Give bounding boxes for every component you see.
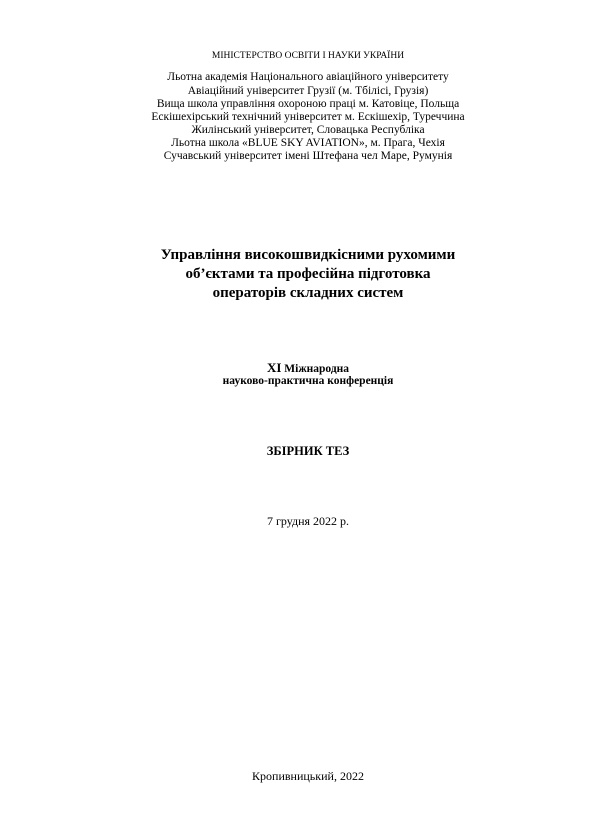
organization-line: Льотна школа «BLUE SKY AVIATION», м. Прага, Чехія bbox=[171, 137, 445, 149]
organization-line: Авіаційний університет Грузії (м. Тбілісі, Грузія) bbox=[187, 85, 429, 97]
document-title-line: Управління високошвидкісними рухомими bbox=[160, 247, 456, 263]
organization-line: Вища школа управління охороною праці м. Катовіце, Польща bbox=[156, 98, 460, 110]
conference-edition bbox=[0, 361, 592, 376]
collection-heading: ЗБІРНИК ТЕЗ bbox=[266, 444, 350, 458]
document-title-line: операторів складних систем bbox=[212, 285, 404, 301]
organization-line: Ескішехірський технічний університет м. Ескішехір, Туреччина bbox=[151, 111, 465, 123]
organization-line: Льотна академія Національного авіаційного університету bbox=[167, 71, 449, 83]
conference-type: Міжнародна bbox=[281, 363, 350, 375]
conference-roman-number: XI bbox=[266, 360, 282, 375]
city-year: Кропивницький, 2022 bbox=[252, 769, 364, 783]
organization-line: Жилінський університет, Словацька Республіка bbox=[191, 124, 425, 136]
organization-line: Сучавський університет імені Штефана чел Маре, Румунія bbox=[163, 150, 453, 162]
conference-date: 7 грудня 2022 р. bbox=[266, 514, 350, 528]
document-title-line: об’єктами та професійна підготовка bbox=[185, 266, 431, 282]
conference-subtitle: науково-практична конференція bbox=[222, 375, 394, 387]
ministry-heading: МІНІСТЕРСТВО ОСВІТИ І НАУКИ УКРАЇНИ bbox=[211, 51, 405, 61]
